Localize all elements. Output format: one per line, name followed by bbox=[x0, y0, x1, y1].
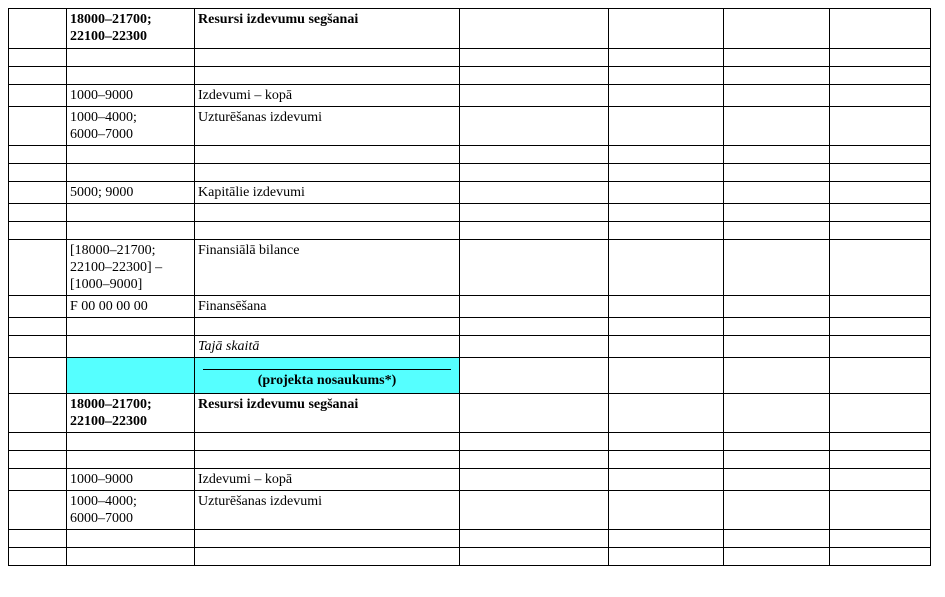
empty-cell bbox=[830, 491, 931, 530]
empty-cell bbox=[9, 296, 67, 318]
name-cell bbox=[195, 318, 460, 336]
code-cell bbox=[67, 358, 195, 394]
empty-cell bbox=[9, 336, 67, 358]
empty-cell bbox=[724, 240, 830, 296]
code-cell bbox=[67, 146, 195, 164]
empty-cell bbox=[9, 204, 67, 222]
empty-cell bbox=[460, 548, 609, 566]
empty-cell bbox=[9, 530, 67, 548]
table-row bbox=[9, 240, 931, 296]
empty-cell bbox=[9, 146, 67, 164]
empty-cell bbox=[609, 164, 724, 182]
empty-cell bbox=[724, 164, 830, 182]
empty-cell bbox=[460, 358, 609, 394]
empty-cell bbox=[724, 204, 830, 222]
empty-cell bbox=[609, 296, 724, 318]
code-cell bbox=[67, 67, 195, 85]
code-cell: 1000–9000 bbox=[67, 469, 195, 491]
code-cell: 1000–4000; 6000–7000 bbox=[67, 107, 195, 146]
empty-cell bbox=[830, 164, 931, 182]
empty-cell bbox=[460, 530, 609, 548]
empty-cell bbox=[830, 530, 931, 548]
empty-cell bbox=[460, 433, 609, 451]
underline-rule bbox=[203, 369, 451, 370]
empty-cell bbox=[724, 491, 830, 530]
name-cell bbox=[195, 530, 460, 548]
code-cell bbox=[67, 49, 195, 67]
budget-table bbox=[8, 8, 931, 566]
table-row bbox=[9, 394, 931, 433]
empty-cell bbox=[9, 433, 67, 451]
name-cell: Uzturēšanas izdevumi bbox=[195, 107, 460, 146]
table-row bbox=[9, 107, 931, 146]
code-cell bbox=[67, 548, 195, 566]
empty-cell bbox=[830, 336, 931, 358]
name-cell: Kapitālie izdevumi bbox=[195, 182, 460, 204]
code-cell: 1000–9000 bbox=[67, 85, 195, 107]
empty-cell bbox=[830, 358, 931, 394]
empty-cell bbox=[460, 394, 609, 433]
empty-cell bbox=[9, 469, 67, 491]
code-cell: 5000; 9000 bbox=[67, 182, 195, 204]
empty-cell bbox=[830, 222, 931, 240]
empty-cell bbox=[9, 182, 67, 204]
name-cell: Tajā skaitā bbox=[195, 336, 460, 358]
table-row bbox=[9, 548, 931, 566]
empty-cell bbox=[724, 336, 830, 358]
empty-cell bbox=[724, 67, 830, 85]
code-cell: 18000–21700; 22100–22300 bbox=[67, 394, 195, 433]
empty-cell bbox=[830, 204, 931, 222]
empty-cell bbox=[609, 469, 724, 491]
table-row bbox=[9, 49, 931, 67]
code-cell bbox=[67, 204, 195, 222]
empty-cell bbox=[460, 491, 609, 530]
empty-cell bbox=[9, 318, 67, 336]
empty-cell bbox=[830, 146, 931, 164]
empty-cell bbox=[830, 433, 931, 451]
code-cell bbox=[67, 451, 195, 469]
empty-cell bbox=[460, 85, 609, 107]
table-row bbox=[9, 9, 931, 49]
name-cell bbox=[195, 67, 460, 85]
empty-cell bbox=[609, 240, 724, 296]
table-row bbox=[9, 204, 931, 222]
empty-cell bbox=[460, 336, 609, 358]
name-cell: Finansiālā bilance bbox=[195, 240, 460, 296]
name-cell bbox=[195, 49, 460, 67]
empty-cell bbox=[724, 222, 830, 240]
empty-cell bbox=[724, 318, 830, 336]
table-row bbox=[9, 530, 931, 548]
budget-table-body bbox=[9, 9, 931, 566]
empty-cell bbox=[724, 182, 830, 204]
table-row bbox=[9, 491, 931, 530]
empty-cell bbox=[724, 433, 830, 451]
empty-cell bbox=[724, 107, 830, 146]
name-cell bbox=[195, 222, 460, 240]
empty-cell bbox=[460, 182, 609, 204]
empty-cell bbox=[830, 318, 931, 336]
code-cell bbox=[67, 336, 195, 358]
empty-cell bbox=[460, 9, 609, 49]
table-row bbox=[9, 222, 931, 240]
project-name-label: (projekta nosaukums*) bbox=[257, 373, 397, 388]
name-cell bbox=[195, 164, 460, 182]
code-cell bbox=[67, 433, 195, 451]
empty-cell bbox=[9, 164, 67, 182]
empty-cell bbox=[724, 451, 830, 469]
table-row bbox=[9, 85, 931, 107]
empty-cell bbox=[830, 548, 931, 566]
empty-cell bbox=[724, 49, 830, 67]
code-cell bbox=[67, 318, 195, 336]
empty-cell bbox=[609, 67, 724, 85]
table-row bbox=[9, 336, 931, 358]
empty-cell bbox=[830, 49, 931, 67]
empty-cell bbox=[9, 451, 67, 469]
empty-cell bbox=[609, 85, 724, 107]
empty-cell bbox=[830, 182, 931, 204]
code-cell: F 00 00 00 00 bbox=[67, 296, 195, 318]
empty-cell bbox=[724, 296, 830, 318]
empty-cell bbox=[724, 85, 830, 107]
empty-cell bbox=[609, 222, 724, 240]
empty-cell bbox=[460, 107, 609, 146]
empty-cell bbox=[609, 318, 724, 336]
empty-cell bbox=[609, 358, 724, 394]
empty-cell bbox=[460, 49, 609, 67]
table-row bbox=[9, 296, 931, 318]
empty-cell bbox=[724, 394, 830, 433]
empty-cell bbox=[609, 394, 724, 433]
empty-cell bbox=[830, 9, 931, 49]
empty-cell bbox=[460, 146, 609, 164]
empty-cell bbox=[609, 548, 724, 566]
code-cell bbox=[67, 164, 195, 182]
empty-cell bbox=[460, 296, 609, 318]
empty-cell bbox=[830, 394, 931, 433]
empty-cell bbox=[724, 9, 830, 49]
empty-cell bbox=[9, 107, 67, 146]
empty-cell bbox=[9, 9, 67, 49]
name-cell bbox=[195, 451, 460, 469]
empty-cell bbox=[830, 469, 931, 491]
table-row bbox=[9, 146, 931, 164]
code-cell: [18000–21700; 22100–22300] – [1000–9000] bbox=[67, 240, 195, 296]
empty-cell bbox=[460, 451, 609, 469]
name-cell bbox=[195, 146, 460, 164]
name-cell bbox=[195, 204, 460, 222]
table-row bbox=[9, 358, 931, 394]
empty-cell bbox=[9, 240, 67, 296]
empty-cell bbox=[609, 146, 724, 164]
code-cell bbox=[67, 530, 195, 548]
table-row bbox=[9, 451, 931, 469]
name-cell bbox=[195, 548, 460, 566]
empty-cell bbox=[460, 164, 609, 182]
table-row bbox=[9, 164, 931, 182]
empty-cell bbox=[9, 222, 67, 240]
empty-cell bbox=[830, 451, 931, 469]
empty-cell bbox=[9, 358, 67, 394]
empty-cell bbox=[609, 530, 724, 548]
empty-cell bbox=[9, 491, 67, 530]
name-cell: Izdevumi – kopā bbox=[195, 469, 460, 491]
empty-cell bbox=[830, 240, 931, 296]
empty-cell bbox=[724, 146, 830, 164]
name-cell: Resursi izdevumu segšanai bbox=[195, 9, 460, 49]
name-cell: Resursi izdevumu segšanai bbox=[195, 394, 460, 433]
empty-cell bbox=[724, 358, 830, 394]
empty-cell bbox=[830, 296, 931, 318]
empty-cell bbox=[830, 67, 931, 85]
empty-cell bbox=[609, 49, 724, 67]
empty-cell bbox=[9, 548, 67, 566]
empty-cell bbox=[9, 85, 67, 107]
empty-cell bbox=[460, 222, 609, 240]
empty-cell bbox=[460, 240, 609, 296]
name-cell: Finansēšana bbox=[195, 296, 460, 318]
empty-cell bbox=[460, 318, 609, 336]
empty-cell bbox=[724, 548, 830, 566]
empty-cell bbox=[9, 394, 67, 433]
empty-cell bbox=[460, 469, 609, 491]
empty-cell bbox=[9, 49, 67, 67]
empty-cell bbox=[460, 204, 609, 222]
name-cell: Izdevumi – kopā bbox=[195, 85, 460, 107]
code-cell bbox=[67, 222, 195, 240]
empty-cell bbox=[9, 67, 67, 85]
empty-cell bbox=[609, 9, 724, 49]
table-row bbox=[9, 182, 931, 204]
name-cell: Uzturēšanas izdevumi bbox=[195, 491, 460, 530]
empty-cell bbox=[830, 85, 931, 107]
empty-cell bbox=[609, 451, 724, 469]
name-cell bbox=[195, 433, 460, 451]
code-cell: 1000–4000; 6000–7000 bbox=[67, 491, 195, 530]
code-cell: 18000–21700; 22100–22300 bbox=[67, 9, 195, 49]
empty-cell bbox=[609, 433, 724, 451]
empty-cell bbox=[609, 204, 724, 222]
table-row bbox=[9, 433, 931, 451]
table-row bbox=[9, 67, 931, 85]
table-row bbox=[9, 318, 931, 336]
empty-cell bbox=[609, 336, 724, 358]
name-cell bbox=[195, 358, 460, 394]
empty-cell bbox=[609, 491, 724, 530]
empty-cell bbox=[724, 530, 830, 548]
table-row bbox=[9, 469, 931, 491]
empty-cell bbox=[609, 107, 724, 146]
empty-cell bbox=[724, 469, 830, 491]
empty-cell bbox=[609, 182, 724, 204]
empty-cell bbox=[830, 107, 931, 146]
empty-cell bbox=[460, 67, 609, 85]
